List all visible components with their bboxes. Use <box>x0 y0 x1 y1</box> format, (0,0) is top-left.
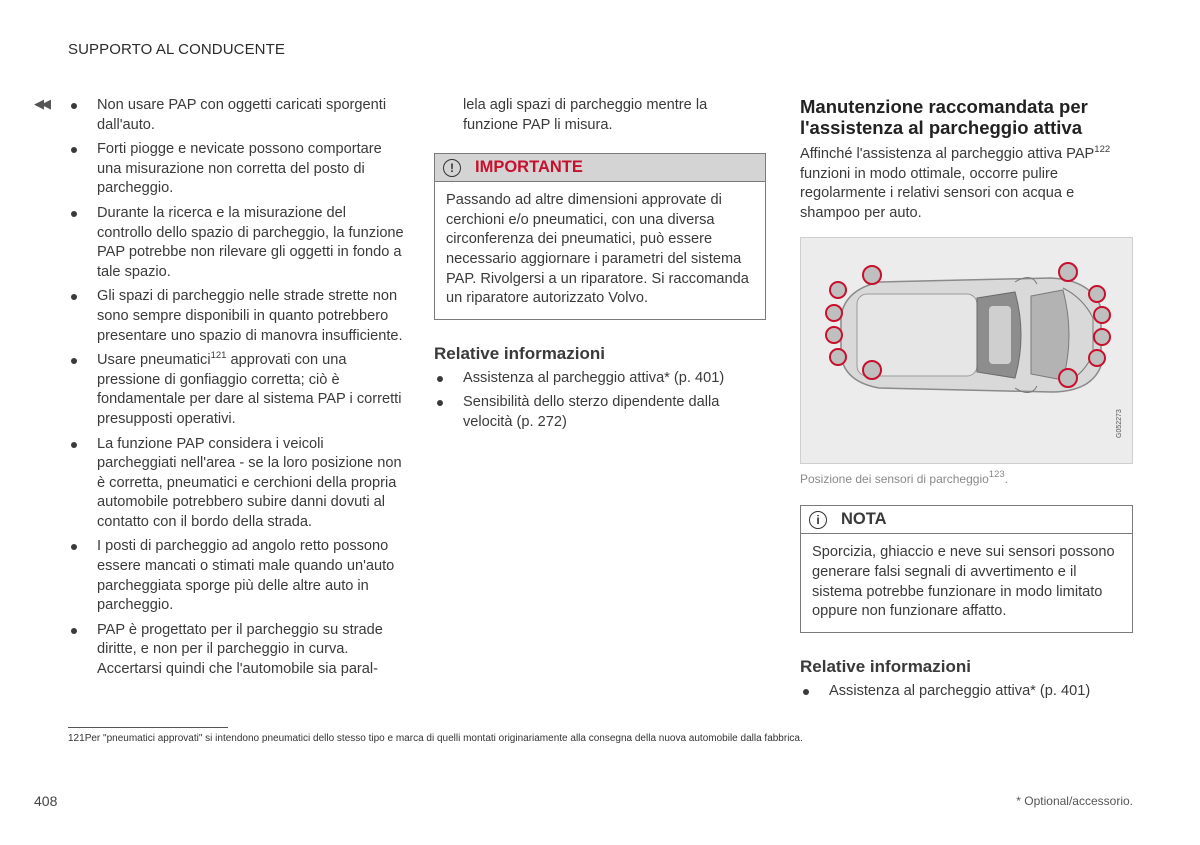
continuation-list <box>434 96 766 135</box>
footnote-ref: 121 <box>210 350 227 362</box>
footnote-number: 121 <box>68 733 85 744</box>
sensor-icon <box>830 282 846 298</box>
sensor-icon <box>1089 286 1105 302</box>
list-item-continuation: lela agli spazi di parcheggio mentre la funzione PAP li misura. <box>463 97 708 133</box>
column-3 <box>800 96 1133 706</box>
important-box <box>434 153 766 320</box>
list-item: Gli spazi di parcheggio nelle strade strette non sono sempre disponibili in quanto potrebbero presentare uno spazio di manovra insufficiente. <box>68 287 404 346</box>
intro-text: Affinché l'assistenza al parcheggio attiva PAP <box>800 146 1095 162</box>
exclamation-icon: ! <box>443 159 461 177</box>
important-text: Passando ad altre dimensioni approvate di cerchioni e/o pneumatici, con una diversa circonferenza dei pneumatici, può essere necessario aggiornare i parametri del sistema PAP. Rivolgersi a un riparatore. Si raccomanda un riparatore autorizzato Volvo. <box>446 192 749 307</box>
sensor-figure <box>800 237 1133 464</box>
footnote-ref: 122 <box>1094 144 1111 155</box>
list-item-text: Usare pneumatici <box>97 352 211 369</box>
list-item: PAP è progettato per il parcheggio su strade diritte, e non per il parcheggio in curva. Accertarsi quindi che l'automobile sia paral- <box>68 621 404 680</box>
page-number: 408 <box>34 793 58 809</box>
important-box-header <box>435 154 765 182</box>
list-item: La funzione PAP considera i veicoli parcheggiati nell'area - se la loro posizione non è corretta, pneumatici e cerchioni della propria automobile potrebbero subire danni dovuti al contatto con il bordo della strada. <box>68 435 404 533</box>
list-item: Non usare PAP con oggetti caricati sporgenti dall'auto. <box>68 96 404 135</box>
sensor-icon <box>830 349 846 365</box>
list-item-text: approvati con una pressione di gonfiaggio corretta; ciò è fondamentale per dare al sistema PAP i corretti presupposti operativi. <box>97 352 402 427</box>
sensor-icon <box>1094 307 1110 323</box>
related-info-title: Relative informazioni <box>434 343 605 363</box>
figure-code: G052273 <box>1116 409 1123 439</box>
list-item <box>68 351 404 429</box>
important-title: IMPORTANTE <box>475 158 583 177</box>
list-item: I posti di parcheggio ad angolo retto possono essere mancati o stimati male quando un'auto parcheggiata sporge più delle altre auto in parcheggio. <box>68 537 404 615</box>
footnote-ref: 123 <box>988 469 1005 481</box>
list-item: Durante la ricerca e la misurazione del controllo dello spazio di parcheggio, la funzione PAP potrebbe non rilevare gli oggetti in fondo a tale spazio. <box>68 204 404 282</box>
sensor-icon <box>1059 263 1077 281</box>
sensor-icon <box>1089 350 1105 366</box>
sensor-icon <box>1059 369 1077 387</box>
related-link[interactable]: Assistenza al parcheggio attiva* (p. 401) <box>800 682 1133 702</box>
car-top-view-illustration <box>801 238 1132 463</box>
column-2 <box>434 96 766 438</box>
figure-caption <box>800 469 1133 487</box>
footnote-separator <box>68 727 228 728</box>
info-icon: i <box>809 511 827 529</box>
sensor-icon <box>826 327 842 343</box>
note-title: NOTA <box>841 510 887 529</box>
section-title: Manutenzione raccomandata per l'assistenza al parcheggio attiva <box>800 96 1088 138</box>
sensor-icon <box>826 305 842 321</box>
related-link[interactable]: Assistenza al parcheggio attiva* (p. 401) <box>434 369 766 389</box>
page-header: SUPPORTO AL CONDUCENTE <box>68 41 285 58</box>
note-box <box>800 505 1133 632</box>
list-item: Forti piogge e nevicate possono comportare una misurazione non corretta del posto di parcheggio. <box>68 140 404 199</box>
related-link[interactable]: Sensibilità dello sterzo dipendente dalla velocità (p. 272) <box>434 393 766 432</box>
column-1 <box>68 96 404 685</box>
sensor-icon <box>863 266 881 284</box>
limitations-list <box>68 96 404 680</box>
footnote-text: Per "pneumatici approvati" si intendono pneumatici dello stesso tipo e marca di quelli montati originariamente alla consegna della nuova automobile dalla fabbrica. <box>84 733 803 744</box>
sensor-icon <box>1094 329 1110 345</box>
intro-text: funzioni in modo ottimale, occorre pulire regolarmente i relativi sensori con acqua e shampoo per auto. <box>800 165 1075 221</box>
continued-icon: ◀◀ <box>34 96 48 111</box>
optional-note: * Optional/accessorio. <box>1016 794 1133 808</box>
related-info-title: Relative informazioni <box>800 656 971 676</box>
related-info-list <box>434 369 766 433</box>
related-info-list <box>800 682 1133 702</box>
footnote <box>68 733 803 744</box>
note-text: Sporcizia, ghiaccio e neve sui sensori possono generare falsi segnali di avvertimento e il sistema potrebbe funzionare in modo limitato oppure non funzionare affatto. <box>812 544 1115 620</box>
caption-end: . <box>1004 472 1008 487</box>
note-box-header <box>801 506 1132 534</box>
sensor-icon <box>863 361 881 379</box>
intro-paragraph <box>800 145 1133 223</box>
caption-text: Posizione dei sensori di parcheggio <box>800 472 989 487</box>
